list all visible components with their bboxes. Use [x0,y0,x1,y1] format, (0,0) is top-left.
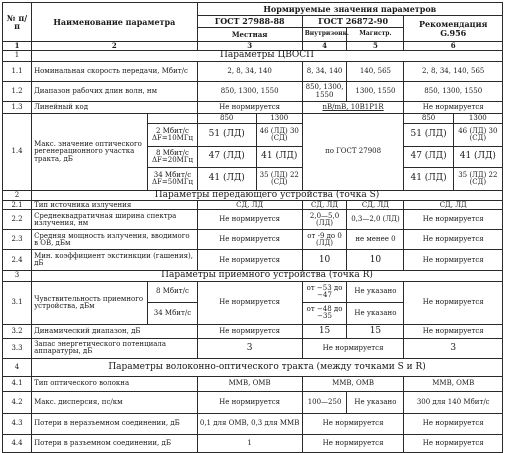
cell: Не нормируется [197,210,302,230]
cell: 41 (ЛД) [404,168,453,191]
cell: Не нормируется [404,230,503,250]
section-row [3,191,503,201]
cell: Не нормируется [302,413,404,434]
cell: от −48 до −35 [302,302,347,324]
cell: 46 (ЛД) 30 (СД) [256,124,302,147]
cell: Не нормируется [404,324,503,338]
table-row [3,250,503,271]
section-row [3,271,503,281]
section-num: 2 [3,191,32,201]
cell: nB/mB, 10B1P1R [302,102,404,114]
cell: Не нормируется [404,434,503,452]
row-num: 4.1 [3,376,32,391]
cell: 51 (ЛД) [197,124,256,147]
table-row [3,391,503,413]
row-name: Тип оптического волокна [32,376,198,391]
sub-label: 2 Мбит/с ΔF=10МГц [148,124,197,147]
table-row [3,201,503,210]
cell: Не нормируется [302,338,404,358]
row-name: Чувствительность приемного устройства, дБм [32,281,148,324]
cell: Не нормируется [197,102,302,114]
row-num: 3.1 [3,281,32,324]
cell: 140, 565 [347,62,404,82]
row-num: 4.3 [3,413,32,434]
cell: СД, ЛД [197,201,302,210]
header-gost-27988: ГОСТ 27988-88 [197,16,302,28]
cell [148,114,197,124]
cell: 3 [404,338,503,358]
table-row [3,434,503,452]
header-mestnaya: Местная [197,28,302,42]
row-num: 1.4 [3,114,32,191]
row-name: Среднеквадратичная ширина спектра излучения, нм [32,210,198,230]
cell: 15 [347,324,404,338]
table-row [3,230,503,250]
cell: 0,1 для ОМВ, 0,3 для ММВ [197,413,302,434]
cell: 35 (ЛД) 22 (СД) [453,168,502,191]
row-name: Линейный код [32,102,198,114]
table-row [3,210,503,230]
cell: СД, ЛД [404,201,503,210]
col-number: 5 [347,42,404,51]
cell: 47 (ЛД) [197,147,256,168]
header-name: Наименование параметра [32,3,198,42]
row-name: Динамический диапазон, дБ [32,324,198,338]
table-row [3,281,503,302]
cell: СД, ЛД [347,201,404,210]
cell: 2,0—5,0 (ЛД) [302,210,347,230]
row-name: Диапазон рабочих длин волн, нм [32,82,198,102]
header-num: № п/п [3,3,32,42]
cell: 51 (ЛД) [404,124,453,147]
row-name: Мин. коэффициент экстинкции (гашения), дБ [32,250,198,271]
cell: 8, 34, 140 [302,62,347,82]
cell: 47 (ЛД) [404,147,453,168]
sub-label: 8 Мбит/с ΔF=20МГц [148,147,197,168]
section-row [3,358,503,376]
table-row [3,102,503,114]
row-name: Потери в неразъемном соединении, дБ [32,413,198,434]
section-num: 1 [3,51,32,62]
cell: не менее 0 [347,230,404,250]
cell: 10 [302,250,347,271]
row-num: 1.2 [3,82,32,102]
cell: 35 (ЛД) 22 (СД) [256,168,302,191]
cell: по ГОСТ 27908 [302,114,404,191]
col-number: 1 [3,42,32,51]
cell: 1300 [453,114,502,124]
cell: Не нормируется [404,250,503,271]
table-row [3,376,503,391]
header-recommendation: Рекомендация G.956 [404,16,503,42]
cell: 41 (ЛД) [256,147,302,168]
document-page [2,2,503,447]
parameters-table [2,2,503,453]
cell: 41 (ЛД) [453,147,502,168]
row-num: 2.2 [3,210,32,230]
header-norm-title: Нормируемые значения параметров [197,3,502,16]
cell: 46 (ЛД) 30 (СД) [453,124,502,147]
row-num: 1.3 [3,102,32,114]
table-row [3,413,503,434]
sub-label: 34 Мбит/с ΔF=50МГц [148,168,197,191]
row-name: Средняя мощность излучения, вводимого в ОВ, дБм [32,230,198,250]
cell: ММВ, ОМВ [197,376,302,391]
cell: 3 [197,338,302,358]
cell: Не нормируется [302,434,404,452]
row-num: 3.3 [3,338,32,358]
cell: 850, 1300, 1550 [404,82,503,102]
row-name: Тип источника излучения [32,201,198,210]
cell: Не нормируется [404,102,503,114]
section-num: 4 [3,358,32,376]
cell: 41 (ЛД) [197,168,256,191]
cell: Не указано [347,391,404,413]
header-magistr: Магистр. [347,28,404,42]
cell: Не нормируется [197,324,302,338]
cell: 850, 1300, 1550 [197,82,302,102]
cell: 1300 [256,114,302,124]
section-row [3,51,503,62]
cell: Не нормируется [197,281,302,324]
cell: 2, 8, 34, 140 [197,62,302,82]
col-number: 6 [404,42,503,51]
header-vnutrizon: Внутризонк. [302,28,347,42]
cell: 100—250 [302,391,347,413]
row-num: 2.1 [3,201,32,210]
section-title: Параметры волоконно-оптического тракта (между точками S и R) [32,358,503,376]
row-num: 3.2 [3,324,32,338]
cell: Не нормируется [404,281,503,324]
cell: от −53 до −47 [302,281,347,302]
table-row [3,62,503,82]
row-num: 2.3 [3,230,32,250]
header-row [3,3,503,16]
cell: Не указано [347,281,404,302]
row-num: 4.2 [3,391,32,413]
row-name: Номинальная скорость передачи, Мбит/с [32,62,198,82]
section-title: Параметры ЦВОСП [32,51,503,62]
cell: СД, ЛД [302,201,347,210]
col-number: 3 [197,42,302,51]
section-num: 3 [3,271,32,281]
cell: 10 [347,250,404,271]
cell: ММВ, ОМВ [404,376,503,391]
cell: 1300, 1550 [347,82,404,102]
row-num: 1.1 [3,62,32,82]
cell: Не нормируется [404,210,503,230]
cell: 850 [197,114,256,124]
row-num: 2.4 [3,250,32,271]
col-number: 2 [32,42,198,51]
cell: Не нормируется [404,413,503,434]
table-row [3,114,503,124]
cell: Не нормируется [197,391,302,413]
col-number: 4 [302,42,347,51]
cell: 1 [197,434,302,452]
row-num: 4.4 [3,434,32,452]
cell: 850, 1300, 1550 [302,82,347,102]
cell: Не указано [347,302,404,324]
cell: от -9 до 0 (ЛД) [302,230,347,250]
header-gost-26872: ГОСТ 26872-90 [302,16,404,28]
cell: 15 [302,324,347,338]
cell: Не нормируется [197,230,302,250]
row-name: Потери в разъемном соединении, дБ [32,434,198,452]
cell: 850 [404,114,453,124]
row-name: Запас энергетического потенциала аппаратуры, дБ [32,338,198,358]
cell: 0,3—2,0 (ЛД) [347,210,404,230]
cell: ММВ, ОМВ [302,376,404,391]
table-row [3,338,503,358]
row-name: Макс. дисперсия, пс/км [32,391,198,413]
sub-label: 34 Мбит/с [148,302,197,324]
column-numbers-row [3,42,503,51]
section-title: Параметры передающего устройства (точка S) [32,191,503,201]
row-name: Макс. значение оптического регенерационного участка тракта, дБ [32,114,148,191]
sub-label: 8 Мбит/с [148,281,197,302]
cell: 300 для 140 Мбит/с [404,391,503,413]
cell: Не нормируется [197,250,302,271]
table-row [3,82,503,102]
cell: 2, 8, 34, 140, 565 [404,62,503,82]
section-title: Параметры приемного устройства (точка R) [32,271,503,281]
table-row [3,324,503,338]
